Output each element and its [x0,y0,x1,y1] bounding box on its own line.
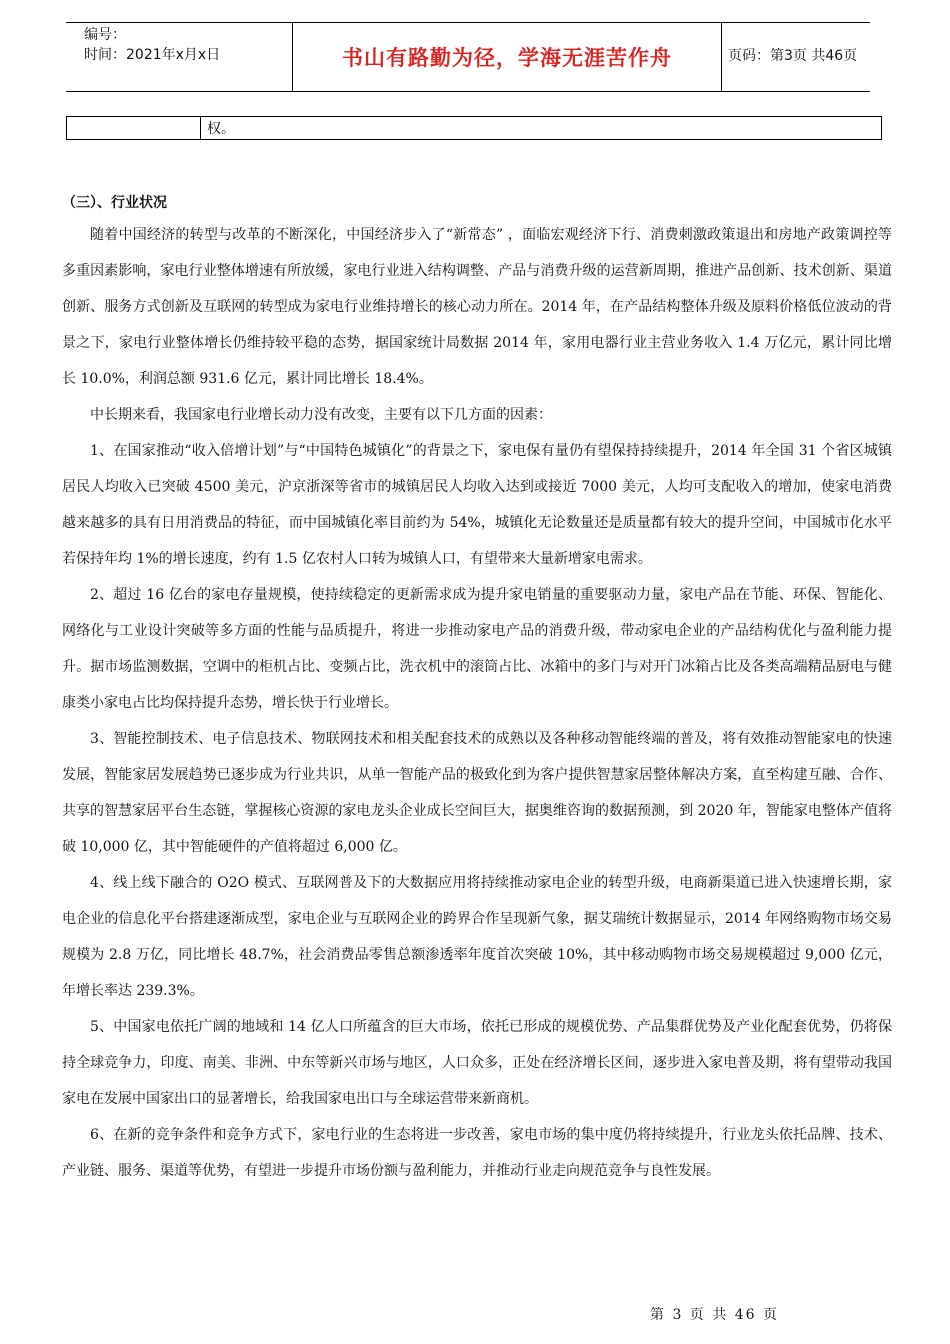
header-motto: 书山有路勤为径，学海无涯苦作舟 [292,23,722,91]
paragraph: 1、在国家推动“收入倍增计划”与“中国特色城镇化”的背景之下，家电保有量仍有望保持持续提升，2014 年全国 31 个省区城镇居民人均收入已突破 4500 美元，沪京浙深等省市的城镇居民人均收入达到或接近 7000 美元，人均可支配收入的增加，使家电消费越来越多的具有日用消费品的特征，而中国城镇化率目前约为 54%，城镇化无论数量还是质量都有较大的提升空间，中国城市化水平若保持年均 1%的增长速度，约有 1.5 亿农村人口转为城镇人口，有望带来大量新增家电需求。 [62,443,892,567]
number-label: 编号： [84,27,126,43]
header-page-info: 页码：第3页 共46页 [728,48,858,64]
paragraph: 6、在新的竞争条件和竞争方式下，家电行业的生态将进一步改善，家电市场的集中度仍将持续提升，行业龙头依托品牌、技术、产业链、服务、渠道等优势，有望进一步提升市场份额与盈利能力，并推动行业走向规范竞争与良性发展。 [62,1127,892,1179]
time-label: 时间：2021年x月x日 [84,47,221,63]
section-heading: （三）、行业状况 [62,195,167,211]
page-footer: 第 3 页 共 46 页 [650,1307,779,1323]
paragraph: 3、智能控制技术、电子信息技术、物联网技术和相关配套技术的成熟以及各种移动智能终端的普及，将有效推动智能家电的快速发展，智能家居发展趋势已逐步成为行业共识，从单一智能产品的极致化到为客户提供智慧家居整体解决方案，直至构建互融、合作、共享的智慧家居平台生态链，掌握核心资源的家电龙头企业成长空间巨大，据奥维咨询的数据预测，到 2020 年，智能家电整体产值将破 10,000 亿，其中智能硬件的产值将超过 6,000 亿。 [62,731,892,855]
paragraph: 2、超过 16 亿台的家电存量规模，使持续稳定的更新需求成为提升家电销量的重要驱动力量，家电产品在节能、环保、智能化、网络化与工业设计突破等多方面的性能与品质提升，将进一步推动家电产品的消费升级，带动家电企业的产品结构优化与盈利能力提升。据市场监测数据，空调中的柜机占比、变频占比，洗衣机中的滚筒占比、冰箱中的多门与对开门冰箱占比及各类高端精品厨电与健康类小家电占比均保持提升态势，增长快于行业增长。 [62,587,892,711]
section-content [62,189,892,1189]
table-cell-empty [67,117,201,139]
table-fragment [66,116,882,140]
paragraph: 随着中国经济的转型与改革的不断深化，中国经济步入了“新常态” ，面临宏观经济下行、消费刺激政策退出和房地产政策调控等多重因素影响，家电行业整体增速有所放缓，家电行业进入结构调整、产品与消费升级的运营新周期，推进产品创新、技术创新、渠道创新、服务方式创新及互联网的转型成为家电行业维持增长的核心动力所在。2014 年，在产品结构整体升级及原料价格低位波动的背景之下，家电行业整体增长仍维持较平稳的态势，据国家统计局数据 2014 年，家用电器行业主营业务收入 1.4 万亿元，累计同比增长 10.0%，利润总额 931.6 亿元，累计同比增长 18.4%。 [62,227,892,387]
header-meta [84,25,294,65]
paragraph: 中长期来看，我国家电行业增长动力没有改变，主要有以下几方面的因素： [90,407,552,423]
table-cell-text: 权。 [207,121,235,137]
paragraph: 5、中国家电依托广阔的地域和 14 亿人口所蕴含的巨大市场，依托已形成的规模优势、产品集群优势及产业化配套优势，仍将保持全球竞争力，印度、南美、非洲、中东等新兴市场与地区，人口众多，正处在经济增长区间，逐步进入家电普及期，将有望带动我国家电在发展中国家出口的显著增长，给我国家电出口与全球运营带来新商机。 [62,1019,892,1107]
page-header [66,22,870,92]
paragraph: 4、线上线下融合的 O2O 模式、互联网普及下的大数据应用将持续推动家电企业的转型升级，电商新渠道已进入快速增长期，家电企业的信息化平台搭建逐渐成型，家电企业与互联网企业的跨界合作呈现新气象，据艾瑞统计数据显示，2014 年网络购物市场交易规模为 2.8 万亿，同比增长 48.7%，社会消费品零售总额渗透率年度首次突破 10%，其中移动购物市场交易规模超过 9,000 亿元，年增长率达 239.3%。 [62,875,892,999]
